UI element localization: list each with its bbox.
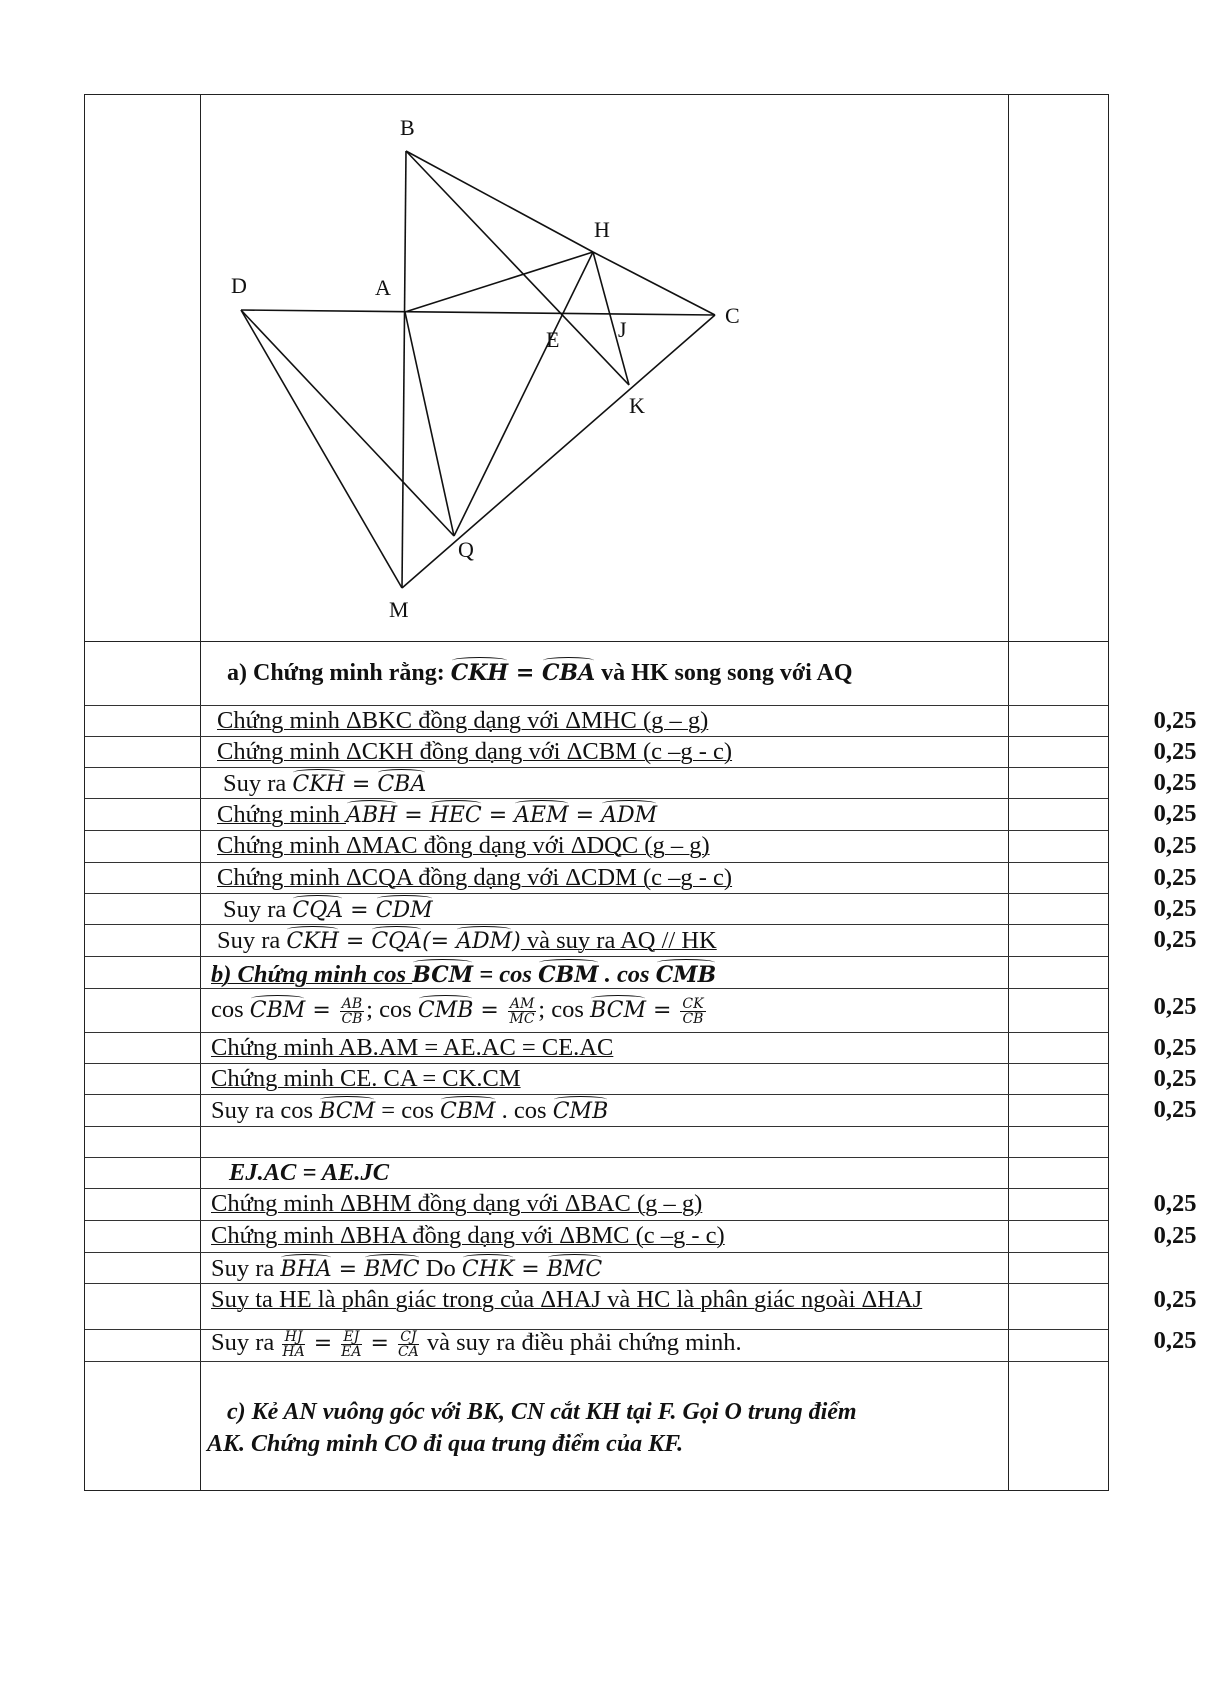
row-divider [85,1094,1108,1095]
fraction: $\frac{EJ}{EA}$ [341,1328,362,1360]
segment-HC [593,252,715,315]
step-text: Suy ra CKH = CQA(= ADM) và suy ra AQ // HK [217,927,717,954]
angle-BMC: BMC [364,1254,420,1282]
angle-CKH: CKH [286,926,338,954]
row-divider [85,1032,1108,1033]
score: 0,25 [1153,800,1197,827]
score: 0,25 [1153,1096,1197,1123]
score: 0,25 [1153,769,1197,796]
step-prefix: Suy ra [223,896,293,923]
angle-ABH: ABH [346,800,397,828]
point-label-A: A [375,275,391,300]
row-divider [85,767,1108,768]
angle-CQA: CQA [292,895,343,923]
part-b-title-prefix: b) Chứng minh cos [211,961,413,988]
angle-CKH: CKH [451,657,508,686]
row-divider [85,924,1108,925]
step-mid: Do [419,1255,462,1282]
part-a-title-prefix: a) Chứng minh rằng: [227,660,451,686]
point-label-H: H [594,217,610,242]
row-divider [85,1063,1108,1064]
fraction: $\frac{AM}{MC}$ [509,995,535,1027]
step-prefix: Chứng minh [217,801,346,828]
row-divider [85,830,1108,831]
score: 0,25 [1153,1034,1197,1061]
step-text: Chứng minh ΔBHM đồng dạng với ΔBAC (g – g) [211,1190,703,1217]
part-c-text-line2: AK. Chứng minh CO đi qua trung điểm của KF. [207,1431,684,1457]
step-mid: . cos [495,1097,553,1124]
step-text: Suy ra BHA = BMC Do CHK = BMC [211,1255,603,1282]
step-text: Suy ra $\frac{HJ}{HA}$ = $\frac{EJ}{EA}$ = $\frac{CJ}{CA}$ và suy ra điều phải chứng minh. [211,1328,742,1360]
figure-lines [241,151,715,588]
angle-CBM: CBM [538,959,598,988]
score: 0,25 [1153,738,1197,765]
cos-label: cos [379,996,418,1023]
row-divider [85,1252,1108,1253]
step-suffix: và suy ra điều phải chứng minh. [420,1329,742,1356]
segment-BM [402,151,406,588]
step-text [211,1096,608,1125]
fraction: $\frac{HJ}{HA}$ [282,1328,305,1360]
row-divider [85,1361,1108,1362]
score: 0,25 [1153,707,1197,734]
step-text: Chứng minh ABH = HEC = AEM = ADM [217,801,658,828]
row-divider [85,1220,1108,1221]
point-label-M: M [389,597,409,622]
point-label-C: C [725,303,740,328]
step-prefix: Suy ra [211,1329,281,1356]
angle-BCM: BCM [590,995,646,1023]
segment-CM [402,315,715,588]
score: 0,25 [1153,864,1197,891]
point-label-E: E [546,327,560,352]
angle-BCM: BCM [319,1096,375,1124]
step-suffix: và suy ra AQ // HK [520,927,717,954]
table-row [201,1327,1197,1361]
angle-ADM: ADM [456,926,512,954]
angle-BMC: BMC [547,1254,603,1282]
score: 0,25 [1153,895,1197,922]
score: 0,25 [1153,926,1197,953]
angle-CQA: CQA [371,926,422,954]
row-divider [85,641,1108,642]
point-label-D: D [231,273,247,298]
angle-AEM: AEM [514,800,568,828]
score: 0,25 [1153,1222,1197,1249]
segment-DQ [241,310,454,536]
step-prefix: Suy ra cos [211,1097,320,1124]
score: 0,25 [1153,1190,1197,1217]
point-label-J: J [618,317,627,342]
step-text: cos CBM = $\frac{AB}{CB}$ ; cos CMB = $\frac{AM}{MC}$ ; cos BCM = $\frac{CK}{CB}$ [211,995,704,1027]
step-text: Chứng minh ΔBHA đồng dạng với ΔBMC (c –g - c) [211,1222,725,1249]
point-label-K: K [629,393,645,418]
angle-CMB: CMB [418,995,474,1023]
angle-CBA: CBA [377,769,426,797]
row-divider [85,1126,1108,1127]
angle-CBM: CBM [440,1096,496,1124]
row-divider [85,1283,1108,1284]
angle-CKH: CKH [292,769,344,797]
segment-AH [405,252,593,312]
angle-CBA: CBA [542,657,595,686]
segment-DM [241,310,402,588]
angle-CBM: CBM [250,995,306,1023]
equals-sign: = [508,660,542,686]
step-text: Chứng minh ΔCKH đồng dạng với ΔCBM (c –g - c) [217,738,733,765]
point-label-B: B [400,115,415,140]
angle-BCM: BCM [412,959,473,988]
cos-label: cos [551,996,591,1023]
segment-BH [406,151,593,252]
angle-CHK: CHK [462,1254,514,1282]
step-text: Chứng minh ΔMAC đồng dạng với ΔDQC (g – g) [217,832,710,859]
fraction: $\frac{CJ}{CA}$ [397,1328,419,1360]
segment-HQ [454,252,593,536]
segment-AQ [405,312,454,536]
row-divider [85,893,1108,894]
row-divider [85,736,1108,737]
part-c-text-line1: c) Kẻ AN vuông góc với BK, CN cắt KH tại F. Gọi O trung điểm [227,1399,857,1425]
step-mid: = cos [375,1097,440,1124]
angle-CDM: CDM [376,895,433,923]
step-text: Chứng minh ΔCQA đồng dạng với ΔCDM (c –g - c) [217,864,733,891]
step-prefix: Suy ra [211,1255,281,1282]
angle-ADM: ADM [601,800,657,828]
cos-label: cos [211,996,250,1023]
step-text: Suy ra CQA = CDM [223,896,433,923]
table-row [201,991,1197,1031]
part-b-title-mid: . cos [598,961,656,988]
step-text: Chứng minh ΔBKC đồng dạng với ΔMHC (g – g) [217,707,709,734]
row-divider [85,1188,1108,1189]
point-label-Q: Q [458,537,474,562]
step-text: Chứng minh AB.AM = AE.AC = CE.AC [211,1034,614,1061]
fraction: $\frac{AB}{CB}$ [341,995,363,1027]
part-b2-title: EJ.AC = AE.JC [229,1159,390,1186]
score: 0,25 [1153,993,1197,1020]
row-divider [85,862,1108,863]
segment-DC [241,310,715,315]
angle-BHA: BHA [280,1254,331,1282]
step-text: Suy ta HE là phân giác trong của ΔHAJ và HC là phân giác ngoài ΔHAJ [211,1286,923,1313]
row-divider [85,1157,1108,1158]
step-prefix: Suy ra [217,927,287,954]
answer-table [84,94,1197,1491]
step-text: Suy ra CKH = CBA [223,770,427,797]
row-divider [85,798,1108,799]
score: 0,25 [1153,1065,1197,1092]
step-text: Chứng minh CE. CA = CK.CM [211,1065,521,1092]
score: 0,25 [1153,1327,1197,1354]
part-b-title-mid: = cos [473,961,539,988]
score: 0,25 [1153,832,1197,859]
geometry-figure [85,95,1008,641]
part-a-title-suffix: và HK song song với AQ [595,660,853,686]
row-divider [85,956,1108,957]
score: 0,25 [1153,1286,1197,1313]
angle-CMB: CMB [553,1096,609,1124]
row-divider [85,705,1108,706]
fraction: $\frac{CK}{CB}$ [682,995,704,1027]
angle-HEC: HEC [430,800,482,828]
angle-CMB: CMB [656,959,716,988]
step-prefix: Suy ra [223,770,293,797]
segment-BK [406,151,629,385]
column-divider-right [1008,95,1009,1490]
